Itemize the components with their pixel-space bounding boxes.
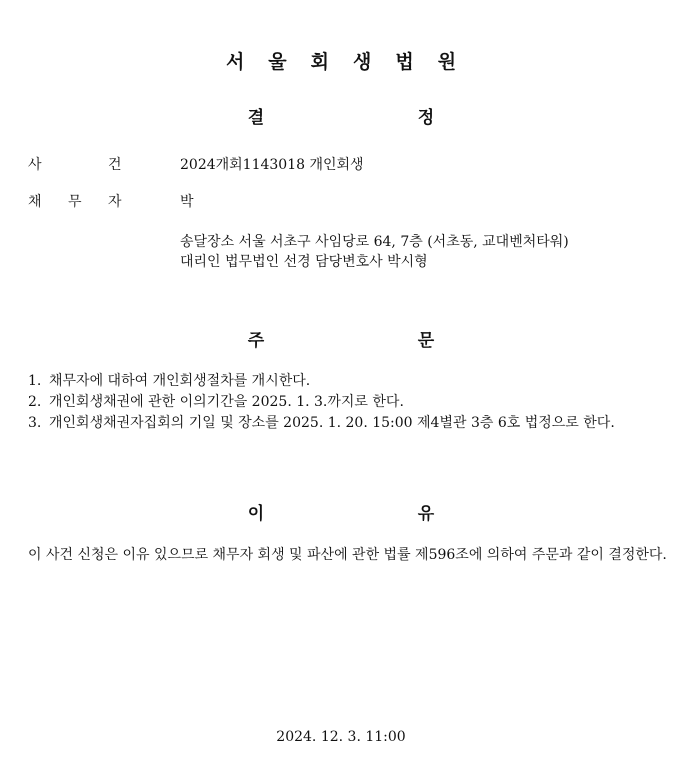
reason-heading-char: 이	[247, 504, 265, 524]
order-item	[28, 413, 668, 434]
case-label-char: 사	[28, 157, 42, 173]
order-list	[28, 371, 668, 434]
document-title-char: 정	[417, 108, 435, 128]
decision-date: 2024. 12. 3. 11:00	[276, 729, 406, 745]
debtor-name: 박	[180, 194, 194, 210]
debtor-label-char: 자	[108, 194, 122, 210]
reason-heading	[0, 499, 682, 524]
case-label-char: 건	[108, 157, 122, 173]
case-number: 2024개회1143018 개인회생	[180, 157, 364, 173]
debtor-label-char: 채	[28, 194, 42, 210]
order-item-text: 개인회생채권에 관한 이의기간을 2025. 1. 3.까지로 한다.	[49, 394, 404, 410]
order-item-number: 1.	[28, 373, 42, 389]
order-heading-char: 주	[247, 331, 265, 351]
order-item	[28, 371, 668, 392]
court-name: 서울회생법원	[225, 51, 481, 73]
order-heading-char: 문	[417, 331, 435, 351]
service-address: 송달장소 서울 서초구 사임당로 64, 7층 (서초동, 교대벤처타워)	[180, 234, 569, 250]
debtor-row	[28, 191, 662, 211]
order-heading	[0, 326, 682, 351]
order-item	[28, 392, 668, 413]
order-item-number: 2.	[28, 394, 42, 410]
debtor-label-char: 무	[68, 194, 82, 210]
document-title	[0, 103, 682, 128]
legal-agent: 대리인 법무법인 선경 담당변호사 박시형	[180, 254, 428, 270]
order-item-text: 개인회생채권자집회의 기일 및 장소를 2025. 1. 20. 15:00 제4별관 3층 6호 법정으로 한다.	[49, 415, 615, 431]
order-item-text: 채무자에 대하여 개인회생절차를 개시한다.	[49, 373, 311, 389]
reason-heading-char: 유	[417, 504, 435, 524]
case-row	[28, 154, 662, 174]
document-title-char: 결	[247, 108, 265, 128]
order-item-number: 3.	[28, 415, 42, 431]
reason-text: 이 사건 신청은 이유 있으므로 채무자 회생 및 파산에 관한 법률 제596조에 의하여 주문과 같이 결정한다.	[28, 547, 667, 563]
